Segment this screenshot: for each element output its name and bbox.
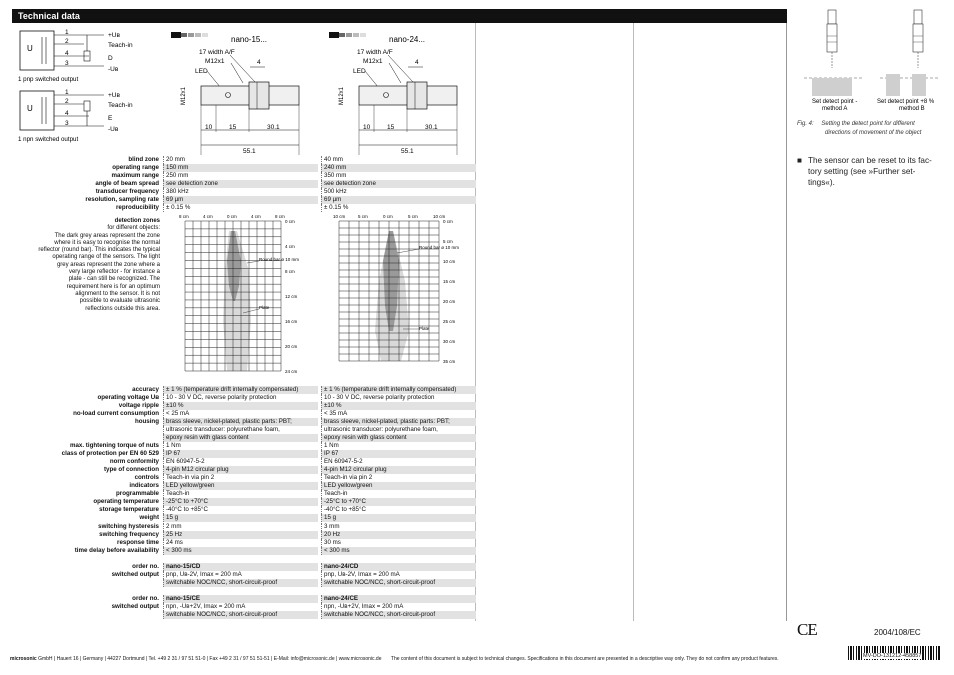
figure-label: Fig. 4: — [797, 121, 814, 127]
x-tick-label: 4 cm — [203, 214, 213, 219]
drawing-nano15-d551: 55.1 — [243, 148, 256, 155]
y-tick-label: 20 cm — [443, 299, 456, 304]
wiring-npn-pin-2: 2 — [65, 98, 69, 105]
spec-row — [12, 539, 475, 547]
spec-value-nano15: < 300 ms — [163, 547, 318, 555]
y-tick-label: 24 cm — [285, 369, 298, 374]
plate-label: Plate — [259, 305, 270, 310]
reset-note-line: The sensor can be reset to its fac- — [808, 156, 932, 165]
spec-label: blind zone — [128, 156, 159, 163]
figure-method-a — [804, 10, 864, 112]
spec-label: order no. — [132, 562, 159, 570]
method-b-line-2: method B — [899, 106, 925, 112]
drawing-nano15-name: nano-15... — [231, 35, 268, 44]
wiring-pnp-caption: 1 pnp switched output — [18, 76, 79, 83]
spec-value-nano15: Teach-in — [163, 490, 318, 498]
spec-row — [12, 531, 475, 539]
spec-value-nano24: 40 mm — [321, 156, 476, 164]
drawing-nano15-width: 17 width A/F — [199, 49, 235, 56]
figure-caption-line-2: directions of movement of the object — [825, 130, 922, 136]
spec-row — [12, 410, 475, 418]
wiring-pnp-label-ub: +Uʙ — [108, 32, 120, 39]
spec-label: order no. — [132, 594, 159, 602]
wiring-pnp-label-teach: Teach-in — [108, 42, 133, 49]
detection-chart-nano15 — [179, 214, 299, 374]
figure-caption-line-1: Setting the detect point for different — [821, 121, 915, 127]
footer-brand: microsonic — [10, 656, 37, 662]
wiring-pnp-box-label: U — [27, 44, 33, 53]
drawing-nano24-d301: 30.1 — [425, 124, 438, 131]
spec-value-nano15: LED yellow/green — [163, 482, 318, 490]
x-tick-label: 8 cm — [275, 214, 285, 219]
reset-note — [808, 155, 932, 188]
spec-value-nano24: IP 67 — [321, 450, 476, 458]
spec-row — [12, 547, 475, 555]
wiring-pnp-pin-1: 1 — [65, 29, 69, 36]
spec-row — [12, 426, 475, 434]
y-tick-label: 8 cm — [285, 269, 295, 274]
spec-value-nano24: < 35 mA — [321, 410, 476, 418]
wiring-pnp-pin-2: 2 — [65, 38, 69, 45]
x-tick-label: 5 cm — [408, 214, 418, 219]
spec-label: class of protection per EN 60 529 — [61, 450, 159, 458]
spec-value-nano15: switchable NOC/NCC, short-circuit-proof — [163, 579, 318, 587]
spec-value-nano24: nano-24/CD — [321, 563, 476, 571]
drawing-nano15-d10: 10 — [205, 124, 213, 131]
wiring-npn-label-e: E — [108, 115, 113, 122]
spec-value-nano24: brass sleeve, nickel-plated, plastic parts: PBT; — [321, 418, 476, 426]
spec-value-nano15: nano-15/CE — [163, 595, 318, 603]
spec-value-nano15: < 25 mA — [163, 410, 318, 418]
spec-row — [12, 466, 475, 474]
spec-row — [12, 490, 475, 498]
spec-value-nano15: -25°C to +70°C — [163, 498, 318, 506]
y-tick-label: 10 cm — [443, 259, 456, 264]
spec-value-nano15: 2 mm — [163, 523, 318, 531]
spec-row — [12, 434, 475, 442]
detect-point-figure — [800, 8, 946, 116]
spec-value-nano24: -40°C to +85°C — [321, 506, 476, 514]
section-header — [12, 9, 787, 23]
detection-line: for different objects: — [107, 225, 160, 232]
spec-row — [12, 394, 475, 402]
spec-value-nano15: ±10 % — [163, 402, 318, 410]
spec-value-nano15: 15 g — [163, 514, 318, 522]
footer — [10, 656, 779, 662]
spec-value-nano15: 69 µm — [163, 196, 318, 204]
spec-row — [12, 442, 475, 450]
spec-row — [12, 595, 475, 603]
spec-value-nano15: see detection zone — [163, 180, 318, 188]
spec-value-nano24: 69 µm — [321, 196, 476, 204]
drawing-nano24-thread: M12x1 — [363, 58, 383, 65]
wiring-pnp-pin-3: 3 — [65, 60, 69, 67]
spec-value-nano15: 250 mm — [163, 172, 318, 180]
wiring-diagrams — [14, 27, 164, 147]
x-tick-label: 8 cm — [179, 214, 189, 219]
drawing-nano24-dim4: 4 — [415, 59, 419, 66]
method-a-line-1: Set detect point - — [812, 99, 858, 105]
spec-row — [12, 603, 475, 611]
drawing-nano15-led: LED — [195, 68, 208, 75]
footer-disclaimer: The content of this document is subject to technical changes. Specifications in this document are presented in a descriptive way only. They do not confirm any product features. — [390, 656, 779, 662]
spec-value-nano15: EN 60947-5-2 — [163, 458, 318, 466]
spec-label: weight — [139, 514, 159, 522]
wiring-pnp-label-d: D — [108, 55, 113, 62]
drawing-nano15-thread: M12x1 — [205, 58, 225, 65]
spec-value-nano24: 240 mm — [321, 164, 476, 172]
spec-label: response time — [117, 538, 159, 546]
round-bar-label: Round bar ø 10 mm — [419, 245, 460, 250]
spec-value-nano15: 1 Nm — [163, 442, 318, 450]
spec-label: storage temperature — [99, 506, 159, 514]
spec-label: switching hysteresis — [98, 522, 159, 530]
spec-value-nano24: switchable NOC/NCC, short-circuit-proof — [321, 611, 476, 619]
y-tick-label: 4 cm — [285, 244, 295, 249]
spec-value-nano24: Teach-in — [321, 490, 476, 498]
round-bar-label: Round bar ø 10 mm — [259, 257, 300, 262]
spec-label: housing — [134, 418, 159, 426]
wiring-npn-caption: 1 npn switched output — [18, 136, 79, 143]
spec-row — [12, 450, 475, 458]
spec-value-nano15: Teach-in via pin 2 — [163, 474, 318, 482]
spec-label: type of connection — [103, 466, 159, 474]
spec-row — [12, 523, 475, 531]
spec-row — [12, 506, 475, 514]
wiring-npn-box-label: U — [27, 104, 33, 113]
spec-value-nano24: see detection zone — [321, 180, 476, 188]
spec-value-nano15: 10 - 30 V DC, reverse polarity protection — [163, 394, 318, 402]
spec-value-nano15: ± 1 % (temperature drift internally compensated) — [163, 386, 318, 394]
spec-value-nano24: EN 60947-5-2 — [321, 458, 476, 466]
x-tick-label: 0 cm — [227, 214, 237, 219]
detection-line: reflections outside this area. — [85, 305, 160, 312]
y-tick-label: 15 cm — [443, 279, 456, 284]
wiring-pnp — [18, 29, 133, 83]
footer-contact: GmbH | Hauert 16 | Germany | 44227 Dortmund | Tel. +49 2 31 / 97 51 51-0 | Fax +49 2 31 / 97 51 51-51 | E-Mail: info@microsonic.de | www.microsonic.de — [38, 656, 382, 662]
detection-zones-description — [20, 218, 160, 313]
spec-row — [12, 180, 475, 188]
drawing-nano15-m12: M12x1 — [181, 86, 187, 105]
detection-line: operating range of the sensors. The light — [52, 254, 160, 261]
spec-row — [12, 188, 475, 196]
spec-label: operating temperature — [93, 498, 159, 506]
spec-row — [12, 418, 475, 426]
spec-label: switched output — [111, 570, 159, 578]
spec-value-nano24: nano-24/CE — [321, 595, 476, 603]
spec-row — [12, 555, 475, 563]
spec-value-nano24: ± 0.15 % — [321, 204, 476, 212]
y-tick-label: 16 cm — [285, 319, 298, 324]
spec-value-nano15: pnp, Uʙ-2V, Imax = 200 mA — [163, 571, 318, 579]
wiring-npn-pin-3: 3 — [65, 120, 69, 127]
spec-value-nano15: brass sleeve, nickel-plated, plastic parts: PBT; — [163, 418, 318, 426]
spec-value-nano15: -40°C to +85°C — [163, 506, 318, 514]
x-tick-label: 4 cm — [251, 214, 261, 219]
dimension-drawings — [165, 27, 475, 155]
drawing-nano15-dim4: 4 — [257, 59, 261, 66]
y-tick-label: 20 cm — [285, 344, 298, 349]
spec-value-nano24: 30 ms — [321, 539, 476, 547]
drawing-nano15-d15: 15 — [229, 124, 237, 131]
y-tick-label: 5 cm — [443, 239, 453, 244]
detection-line: plate - can still be recognized. The — [68, 276, 160, 283]
spec-value-nano24: switchable NOC/NCC, short-circuit-proof — [321, 579, 476, 587]
detection-line: The dark grey areas represent the zone — [54, 232, 160, 239]
spec-value-nano15: npn, -Uʙ+2V, Imax = 200 mA — [163, 603, 318, 611]
y-tick-label: 35 cm — [443, 359, 456, 364]
spec-label: accuracy — [132, 386, 159, 393]
spec-value-nano24: 1 Nm — [321, 442, 476, 450]
y-tick-label: 30 cm — [443, 339, 456, 344]
detection-line: where it is easy to recognise the normal — [54, 239, 160, 246]
wiring-npn — [18, 89, 133, 143]
spec-row — [12, 386, 475, 394]
drawing-nano24-d15: 15 — [387, 124, 395, 131]
detection-line: alignment to the sensor. It is not — [75, 290, 160, 297]
spec-value-nano24: 3 mm — [321, 523, 476, 531]
spec-value-nano24: LED yellow/green — [321, 482, 476, 490]
spec-value-nano24: npn, -Uʙ+2V, Imax = 200 mA — [321, 603, 476, 611]
reset-note-line: tory setting (see »Further set- — [808, 167, 916, 176]
spec-label: maximum range — [111, 172, 159, 180]
wiring-npn-pin-1: 1 — [65, 89, 69, 96]
spec-value-nano24: 20 Hz — [321, 531, 476, 539]
spec-value-nano15: switchable NOC/NCC, short-circuit-proof — [163, 611, 318, 619]
spec-value-nano15: ultrasonic transducer: polyurethane foam, — [163, 426, 318, 434]
spec-value-nano15: 380 kHz — [163, 188, 318, 196]
spec-value-nano24: Teach-in via pin 2 — [321, 474, 476, 482]
spec-row — [12, 164, 475, 172]
wiring-pnp-pin-4: 4 — [65, 50, 69, 57]
drawing-nano15 — [171, 32, 299, 155]
spec-value-nano24: pnp, Uʙ-2V, Imax = 200 mA — [321, 571, 476, 579]
detection-line: possible to evaluate ultrasonic — [79, 298, 160, 305]
spec-value-nano24: 4-pin M12 circular plug — [321, 466, 476, 474]
spec-value-nano15: 4-pin M12 circular plug — [163, 466, 318, 474]
drawing-nano15-d301: 30.1 — [267, 124, 280, 131]
spec-value-nano24: 500 kHz — [321, 188, 476, 196]
spec-label: voltage ripple — [118, 402, 159, 410]
detection-line: grey areas represent the zone where a — [56, 261, 160, 268]
spec-label: angle of beam spread — [95, 180, 159, 188]
spec-row — [12, 579, 475, 587]
detection-line: requirement here is for an optimum — [66, 283, 160, 290]
spec-label: programmable — [116, 490, 159, 498]
spec-row — [12, 474, 475, 482]
spec-value-nano15: 150 mm — [163, 164, 318, 172]
spec-label: max. tightening torque of nuts — [69, 442, 159, 450]
wiring-npn-label-teach: Teach-in — [108, 102, 133, 109]
detection-zones-label: detection zones — [114, 218, 160, 224]
x-tick-label: 0 cm — [383, 214, 393, 219]
method-a-line-2: method A — [822, 106, 848, 112]
detection-line: reflector (round bar). This indicates the typical — [38, 247, 160, 254]
spec-value-nano24: ultrasonic transducer: polyurethane foam, — [321, 426, 476, 434]
spec-row — [12, 172, 475, 180]
figure-caption — [797, 121, 915, 127]
directive-number: 2004/108/EC — [874, 628, 921, 637]
spec-value-nano24: < 300 ms — [321, 547, 476, 555]
method-b-line-1: Set detect point +8 % — [877, 99, 935, 105]
drawing-nano24-name: nano-24... — [389, 35, 426, 44]
drawing-nano24-d551: 55.1 — [401, 148, 414, 155]
plate-label: Plate — [419, 326, 430, 331]
spec-label: operating range — [112, 164, 159, 172]
drawing-nano24-width: 17 width A/F — [357, 49, 393, 56]
spec-row — [12, 563, 475, 571]
spec-row — [12, 571, 475, 579]
y-tick-label: 0 cm — [443, 219, 453, 224]
bullet-marker: ■ — [797, 156, 802, 165]
spec-row — [12, 498, 475, 506]
spec-label: resolution, sampling rate — [85, 196, 159, 204]
spec-value-nano15: 20 mm — [163, 156, 318, 164]
spec-label: time delay before availability — [74, 546, 159, 554]
spec-row — [12, 402, 475, 410]
spec-value-nano24: 10 - 30 V DC, reverse polarity protection — [321, 394, 476, 402]
spec-row — [12, 156, 475, 164]
x-tick-label: 5 cm — [358, 214, 368, 219]
drawing-nano24-led: LED — [353, 68, 366, 75]
spec-value-nano15: IP 67 — [163, 450, 318, 458]
drawing-nano24-m12: M12x1 — [339, 86, 345, 105]
reset-note-line: tings«). — [808, 178, 835, 187]
spec-value-nano15: 25 Hz — [163, 531, 318, 539]
spec-label: reproducibility — [116, 204, 159, 212]
wiring-npn-pin-4: 4 — [65, 110, 69, 117]
spec-row — [12, 611, 475, 619]
drawing-nano24 — [329, 32, 457, 155]
spec-label: switching frequency — [99, 530, 159, 538]
drawing-nano24-d10: 10 — [363, 124, 371, 131]
spec-label: indicators — [129, 482, 159, 490]
y-tick-label: 12 cm — [285, 294, 298, 299]
spec-value-nano15: nano-15/CD — [163, 563, 318, 571]
detection-chart-nano24 — [333, 214, 459, 364]
barcode-text: MV-DO-131212-458857 — [863, 653, 922, 659]
spec-value-nano24: ± 1 % (temperature drift internally compensated) — [321, 386, 476, 394]
spec-value-nano24: -25°C to +70°C — [321, 498, 476, 506]
spec-value-nano24: epoxy resin with glass content — [321, 434, 476, 442]
column-divider — [633, 23, 634, 621]
spec-label: no-load current consumption — [73, 410, 159, 418]
spec-value-nano15: 24 ms — [163, 539, 318, 547]
detection-zone-charts — [163, 211, 475, 387]
spec-row — [12, 458, 475, 466]
x-tick-label: 10 cm — [333, 214, 346, 219]
spec-value-nano15: ± 0.15 % — [163, 204, 318, 212]
spec-label: transducer frequency — [95, 188, 159, 196]
spec-value-nano24: ±10 % — [321, 402, 476, 410]
spec-row — [12, 482, 475, 490]
spec-row — [12, 587, 475, 595]
spec-value-nano15: epoxy resin with glass content — [163, 434, 318, 442]
ce-mark: CE — [797, 620, 817, 639]
spec-label: operating voltage Uʙ — [97, 394, 159, 402]
spec-row — [12, 514, 475, 522]
spec-row — [12, 196, 475, 204]
figure-method-b — [877, 10, 940, 112]
wiring-npn-label-gnd: -Uʙ — [108, 126, 119, 133]
spec-label: controls — [134, 474, 159, 482]
x-tick-label: 10 cm — [433, 214, 446, 219]
spec-value-nano24: 15 g — [321, 514, 476, 522]
wiring-pnp-label-gnd: -Uʙ — [108, 66, 119, 73]
wiring-npn-label-ub: +Uʙ — [108, 92, 120, 99]
spec-label: switched output — [111, 602, 159, 610]
section-title: Technical data — [18, 11, 80, 21]
y-tick-label: 25 cm — [443, 319, 456, 324]
detection-line: very large reflector - for instance a — [68, 269, 160, 276]
spec-value-nano24: 350 mm — [321, 172, 476, 180]
y-tick-label: 0 cm — [285, 219, 295, 224]
spec-label: norm conformity — [109, 458, 159, 466]
